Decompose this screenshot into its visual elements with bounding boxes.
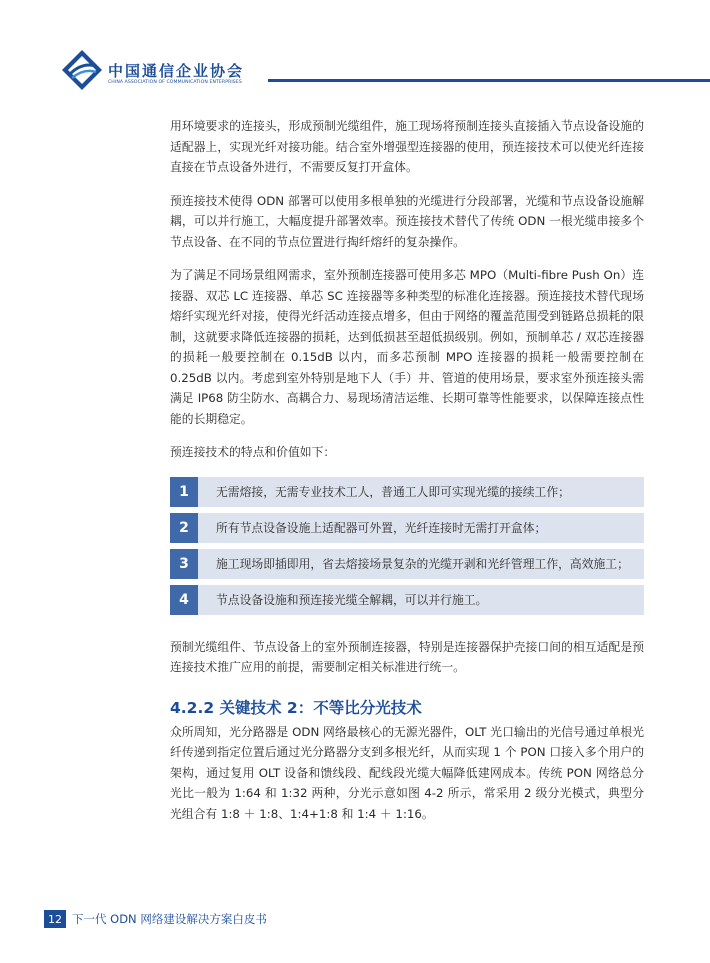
- header-divider: [268, 79, 710, 82]
- feature-text: 所有节点设备设施上适配器可外置，光纤连接时无需打开盒体；: [198, 513, 644, 543]
- paragraph: 预连接技术的特点和价值如下：: [170, 445, 336, 459]
- section-heading: 4.2.2 关键技术 2：不等比分光技术: [170, 698, 422, 717]
- feature-number: 2: [170, 513, 198, 543]
- feature-number: 4: [170, 585, 198, 615]
- feature-text: 节点设备设施和预连接光缆全解耦，可以并行施工。: [198, 585, 644, 615]
- feature-item: [170, 477, 644, 507]
- paragraph: 预制光缆组件、节点设备上的室外预制连接器，特别是连接器保护壳接口间的相互适配是预连接技术推广应用的前提，需要制定相关标准进行统一。: [170, 639, 644, 674]
- feature-text: 施工现场即插即用，省去熔接场景复杂的光缆开剥和光纤管理工作，高效施工；: [198, 549, 644, 579]
- feature-item: [170, 585, 644, 615]
- org-name-en: CHINA ASSOCIATION OF COMMUNICATION ENTERPRISES: [108, 80, 242, 85]
- feature-item: [170, 513, 644, 543]
- paragraph: 用环境要求的连接头，形成预制光缆组件，施工现场将预制连接头直接插入节点设备设施的适配器上，实现光纤对接功能。结合室外增强型连接器的使用，预连接技术可以使光纤连接直接在节点设备外进行，不需要反复打开盒体。: [170, 119, 644, 174]
- page-content: [170, 116, 644, 837]
- paragraph: 为了满足不同场景组网需求，室外预制连接器可使用多芯 MPO（Multi-fibre Push On）连接器、双芯 LC 连接器、单芯 SC 连接器等多种类型的标准化连接器。预连接技术替代现场熔纤实现光纤对接，使得光纤活动连接点增多，但由于网络的覆盖范围受到链路总损耗的限制，这就要求降低连接器的损耗，达到低损甚至超低损级别。例如，预制单芯 / 双芯连接器的损耗一般要控制在 0.15dB 以内，而多芯预制 MPO 连接器的损耗一般需要控制在 0.25dB 以内。考虑到室外特别是地下人（手）井、管道的使用场景，要求室外预连接头需满足 IP68 防尘防水、高耦合力、易现场清洁运维、长期可靠等性能要求，以保障连接点性能的长期稳定。: [170, 268, 644, 426]
- feature-item: [170, 549, 644, 579]
- feature-number: 1: [170, 477, 198, 507]
- feature-list: [170, 477, 644, 615]
- feature-number: 3: [170, 549, 198, 579]
- feature-text: 无需熔接，无需专业技术工人，普通工人即可实现光缆的接续工作；: [198, 477, 644, 507]
- page-footer: [0, 906, 710, 936]
- footer-title: 下一代 ODN 网络建设解决方案白皮书: [72, 912, 267, 926]
- page-number: 12: [44, 910, 66, 928]
- page-header: [0, 0, 710, 100]
- paragraph: 众所周知，光分路器是 ODN 网络最核心的无源光器件，OLT 光口输出的光信号通过单根光纤传递到指定位置后通过光分路器分支到多根光纤，从而实现 1 个 PON 口接入多个用户的架构，通过复用 OLT 设备和馈线段、配线段光缆大幅降低建网成本。传统 PON 网络总分光比一般为 1:64 和 1:32 两种，分光示意如图 4-2 所示，常采用 2 级分光模式，典型分光组合有 1:8 ＋ 1:8、1:4+1:8 和 1:4 ＋ 1:16。: [170, 724, 644, 821]
- paragraph: 预连接技术使得 ODN 部署可以使用多根单独的光缆进行分段部署，光缆和节点设备设施解耦，可以并行施工，大幅度提升部署效率。预连接技术替代了传统 ODN 一根光缆串接多个节点设备、在不同的节点位置进行掏纤熔纤的复杂操作。: [170, 193, 644, 249]
- association-logo-icon: [60, 48, 104, 92]
- org-name-cn: 中国通信企业协会: [108, 62, 245, 80]
